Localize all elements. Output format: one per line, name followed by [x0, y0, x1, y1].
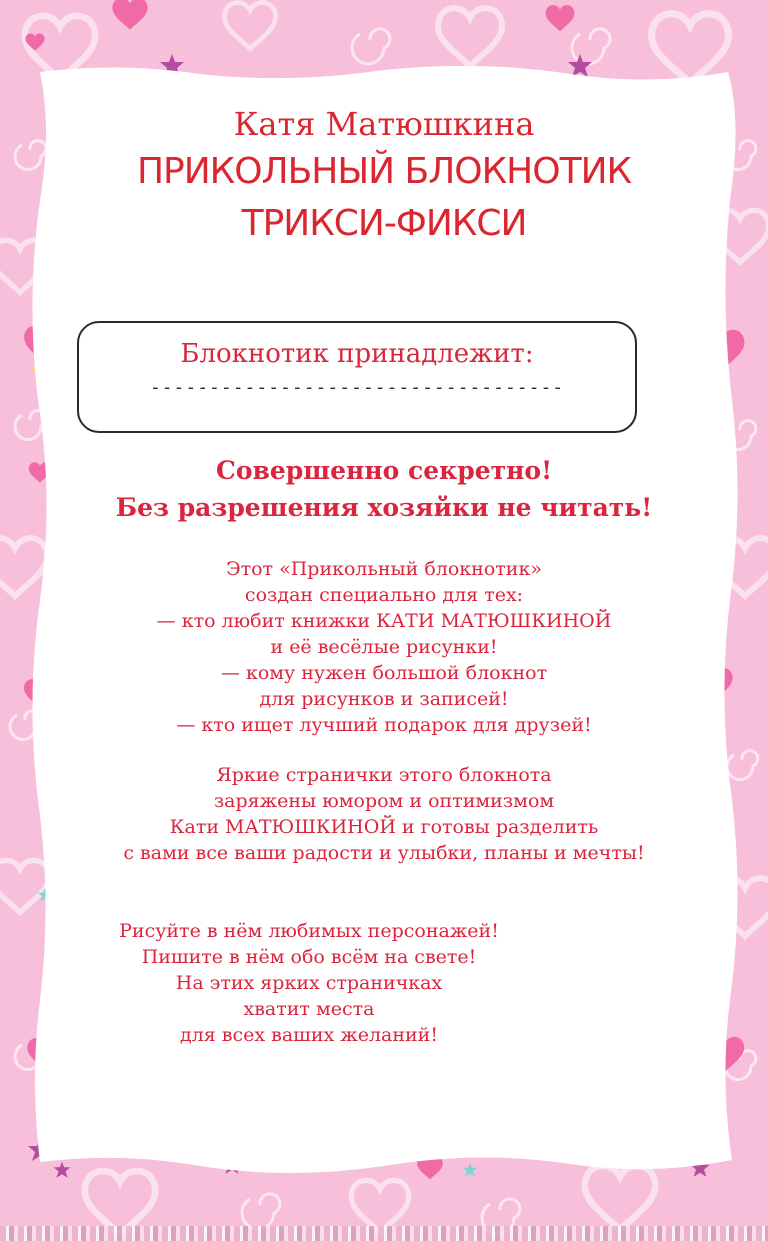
closing-line: Рисуйте в нём любимых персонажей! — [119, 920, 499, 942]
title-line-2: ТРИКСИ-ФИКСИ — [241, 203, 527, 244]
intro-line: создан специально для тех: — [244, 584, 524, 606]
closing-paragraph — [60, 918, 708, 1048]
intro-line: и её весёлые рисунки! — [270, 636, 498, 658]
owner-box — [77, 321, 637, 433]
intro-line: Этот «Прикольный блокнотик» — [226, 558, 542, 580]
owner-label: Блокнотик принадлежит: — [180, 339, 534, 369]
intro-line: — кто любит книжки КАТИ МАТЮШКИНОЙ — [156, 610, 612, 632]
intro-line: — кто ищет лучший подарок для друзей! — [176, 714, 592, 736]
owner-name-blank[interactable]: ----------------------------------- — [149, 377, 565, 398]
title-line-1: ПРИКОЛЬНЫЙ БЛОКНОТИК — [136, 151, 632, 192]
description-paragraph — [60, 762, 708, 866]
secret-warning — [60, 452, 708, 526]
closing-line: Пишите в нём обо всём на свете! — [141, 946, 477, 968]
intro-paragraph — [60, 556, 708, 738]
description-line: с вами все ваши радости и улыбки, планы и мечты! — [123, 842, 645, 864]
description-line: заряжены юмором и оптимизмом — [213, 790, 555, 812]
intro-line: для рисунков и записей! — [259, 688, 509, 710]
description-line: Кати МАТЮШКИНОЙ и готовы разделить — [169, 816, 599, 838]
closing-line: хватит места — [243, 998, 375, 1020]
closing-line: На этих ярких страничках — [175, 972, 443, 994]
author-name: Катя Матюшкина — [233, 105, 535, 143]
bottom-edge-strip — [0, 1226, 768, 1241]
description-line: Яркие странички этого блокнота — [216, 764, 552, 786]
closing-line: для всех ваших желаний! — [180, 1024, 438, 1046]
secret-line-1: Совершенно секретно! — [215, 456, 553, 485]
secret-line-2: Без разрешения хозяйки не читать! — [115, 493, 653, 522]
intro-line: — кому нужен большой блокнот — [220, 662, 548, 684]
header-block — [60, 100, 708, 250]
